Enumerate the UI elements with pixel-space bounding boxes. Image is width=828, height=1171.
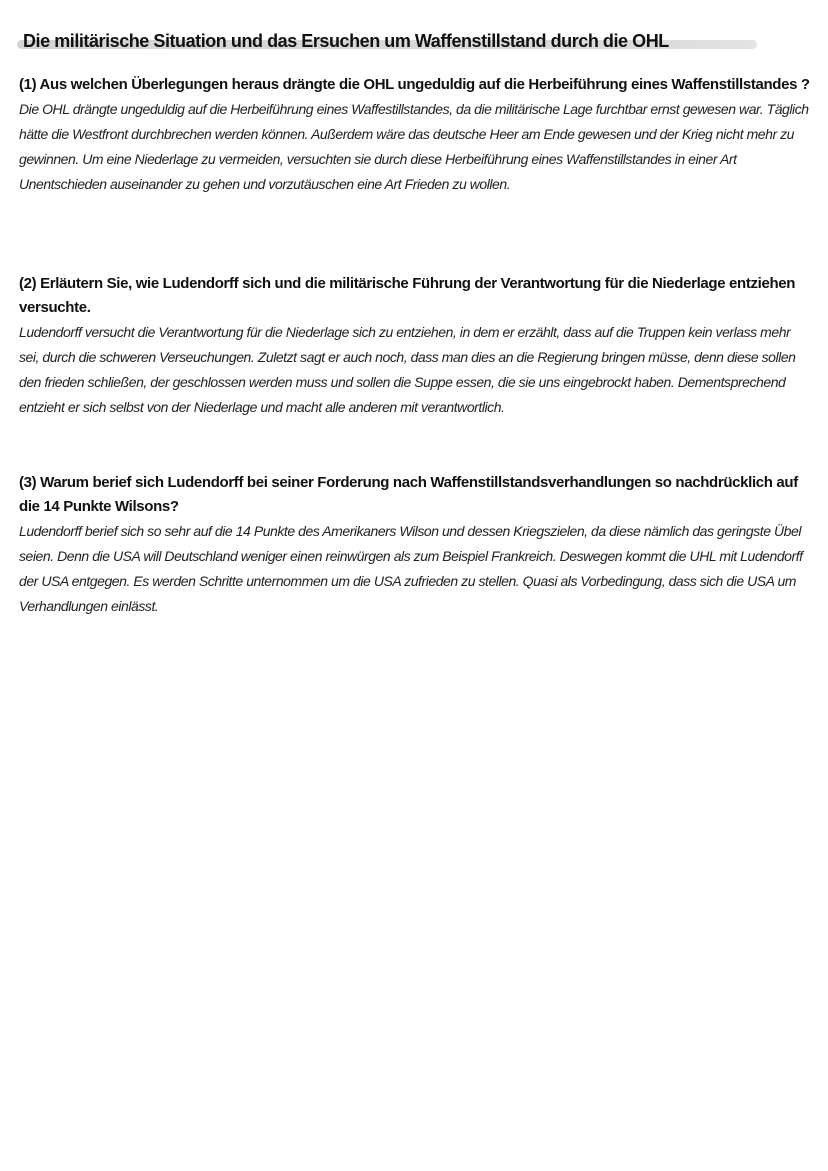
title-block [17, 30, 757, 52]
question-section-3 [19, 471, 811, 619]
answer-text: Die OHL drängte ungeduldig auf die Herbeiführung eines Waffestillstandes, da die militärische Lage furchtbar ernst gewesen war. Täglich hätte die Westfront durchbrechen werden können. Außerdem wäre das deutsche Heer am Ende gewesen und der Krieg nicht mehr zu gewinnen. Um eine Niederlage zu vermeiden, versuchten sie durch diese Herbeiführung eines Waffenstillstandes in einer Art Unentschieden auseinander zu gehen und vorzutäuschen eine Art Frieden zu wollen. [19, 101, 809, 192]
question-heading: (2) Erläutern Sie, wie Ludendorff sich und die militärische Führung der Verantwortung für die Niederlage entziehen versuchte. [19, 275, 796, 316]
answer-text: Ludendorff berief sich so sehr auf die 14 Punkte des Amerikaners Wilson und dessen Kriegszielen, da diese nämlich das geringste Übel seien. Denn die USA will Deutschland weniger einen reinwürgen als zum Beispiel Frankreich. Deswegen kommt die UHL mit Ludendorff der USA entgegen. Es werden Schritte unternommen um die USA zufrieden zu stellen. Quasi als Vorbedingung, dass sich die USA um Verhandlungen einlässt. [19, 523, 803, 614]
answer-text: Ludendorff versucht die Verantwortung für die Niederlage sich zu entziehen, in dem er erzählt, dass auf die Truppen kein verlass mehr sei, durch die schweren Verseuchungen. Zuletzt sagt er auch noch, dass man dies an die Regierung bringen müsse, denn diese sollen den frieden schließen, der geschlossen werden muss und sollen die Suppe essen, die sie uns eingebrockt haben. Dementsprechend entzieht er sich selbst von der Niederlage und macht alle anderen mit verantwortlich. [19, 324, 796, 415]
question-section-1 [19, 73, 811, 197]
question-heading: (1) Aus welchen Überlegungen heraus drängte die OHL ungeduldig auf die Herbeiführung eines Waffenstillstandes ? [19, 76, 810, 93]
question-section-2 [19, 272, 811, 420]
question-heading: (3) Warum berief sich Ludendorff bei seiner Forderung nach Waffenstillstandsverhandlungen so nachdrücklich auf die 14 Punkte Wilsons? [19, 474, 798, 515]
page-title: Die militärische Situation und das Ersuchen um Waffenstillstand durch die OHL [23, 31, 669, 51]
